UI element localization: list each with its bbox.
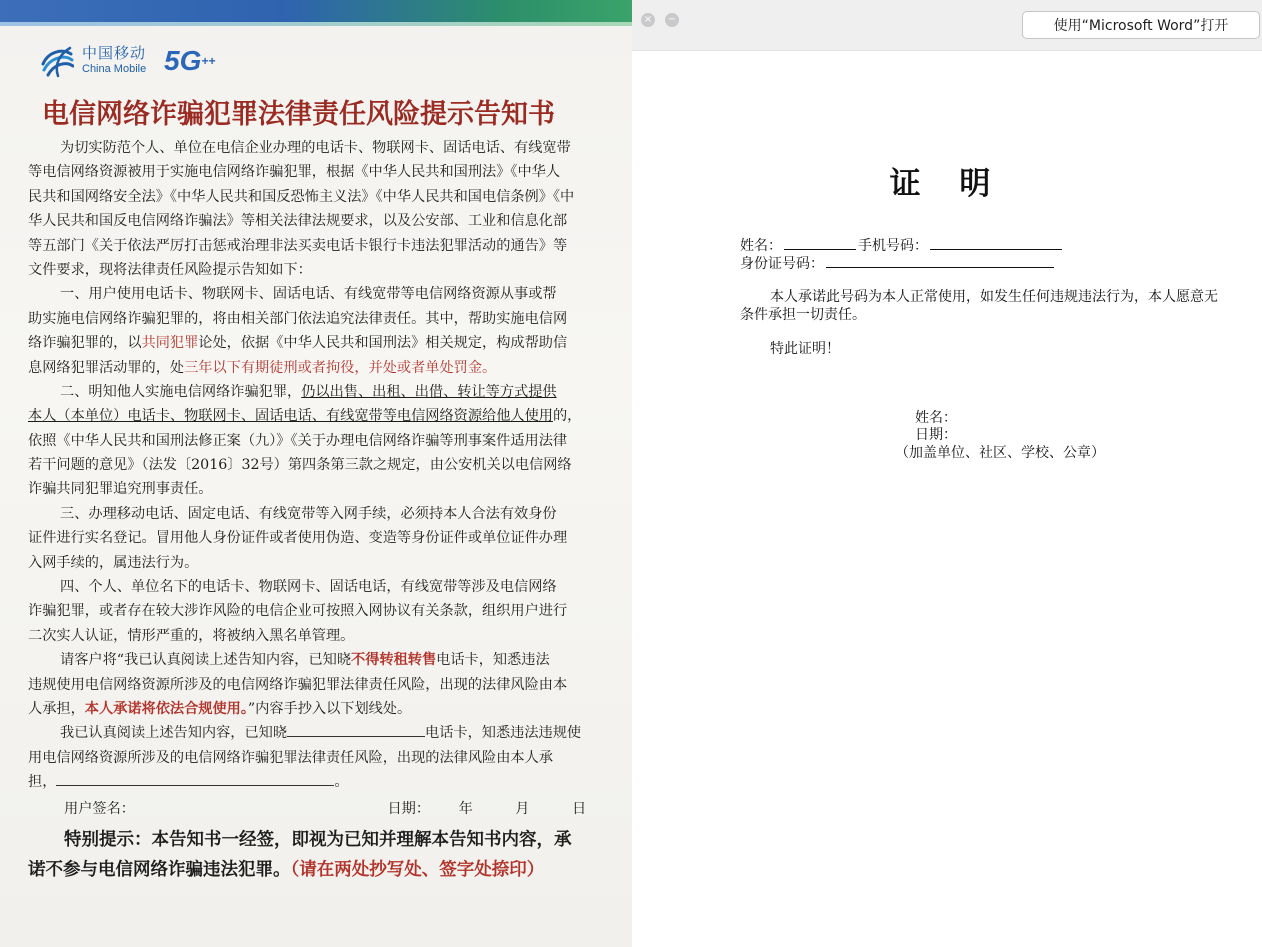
notice-line: 华人民共和国反电信网络诈骗法》等相关法律法规要求，以及公安部、工业和信息化部 bbox=[28, 213, 568, 230]
certificate-title: 证 明 bbox=[889, 166, 1005, 202]
underlined-text: 仍以出售、出租、出借、转让等方式提供 bbox=[301, 383, 557, 400]
open-with-word-button[interactable]: 使用“Microsoft Word”打开 bbox=[1022, 11, 1260, 39]
notice-line: 诈骗犯罪，或者存在较大涉诈风险的电信企业可按照入网协议有关条款，组织用户进行 bbox=[28, 603, 568, 620]
thumbprint-instruction: （请在两处抄写处、签字处捺印） bbox=[290, 859, 545, 880]
notice-line: 诈骗共同犯罪追究刑事责任。 bbox=[28, 481, 213, 498]
notice-line: 一、用户使用电话卡、物联网卡、固话电话、有线宽带等电信网络资源从事或帮 bbox=[60, 286, 557, 303]
notice-line: 为切实防范个人、单位在电信企业办理的电话卡、物联网卡、固话电话、有线宽带 bbox=[60, 140, 571, 156]
notice-body bbox=[28, 136, 632, 885]
sign-name-label: 姓名： bbox=[915, 410, 957, 426]
notice-line: 等电信网络资源被用于实施电信网络诈骗犯罪，根据《中华人民共和国刑法》《中华人 bbox=[28, 164, 561, 181]
notice-line: 我已认真阅读上述告知内容，已知晓 电话卡，知悉违法违规使 bbox=[60, 725, 582, 742]
highlight-text: 共同犯罪 bbox=[141, 335, 199, 352]
notice-line: 证件进行实名登记。冒用他人身份证件或者使用伪造、变造等身份证件或单位证件办理 bbox=[28, 530, 568, 547]
notice-line: 文件要求，现将法律责任风险提示告知如下： bbox=[28, 261, 312, 278]
highlight-text: 本人承诺将依法合规使用。 bbox=[84, 700, 248, 717]
phone-label: 手机号码： bbox=[858, 238, 928, 254]
close-icon[interactable]: × bbox=[641, 13, 655, 27]
year-label: 年 bbox=[458, 800, 473, 817]
day-label: 日 bbox=[572, 800, 587, 817]
fill-in-blank bbox=[287, 724, 425, 737]
phone-blank bbox=[930, 236, 1062, 250]
notice-line: 若干问题的意见》（法发〔2016〕32号）第四条第三款之规定，由公安机关以电信网络 bbox=[28, 457, 572, 474]
viewer-toolbar bbox=[632, 0, 1262, 51]
notice-line: 入网手续的，属违法行为。 bbox=[28, 554, 199, 571]
fill-in-blank bbox=[56, 773, 334, 786]
notice-line: 民共和国网络安全法》《中华人民共和国反恐怖主义法》《中华人民共和国电信条例》《中 bbox=[28, 188, 575, 205]
china-mobile-logo-icon bbox=[40, 44, 74, 78]
notice-line: 等五部门《关于依法严厉打击惩戒治理非法买卖电话卡银行卡违法犯罪活动的通告》等 bbox=[28, 237, 568, 254]
document-viewer bbox=[632, 0, 1262, 947]
notice-line: 请客户将“我已认真阅读上述告知内容，已知晓不得转租转售电话卡，知悉违法 bbox=[60, 652, 550, 669]
notice-line: 人承担，本人承诺将依法合规使用。”内容手抄入以下划线处。 bbox=[28, 700, 412, 717]
notice-line: 助实施电信网络诈骗犯罪的，将由相关部门依法追究法律责任。其中，帮助实施电信网 bbox=[28, 310, 568, 327]
notice-title: 电信网络诈骗犯罪法律责任风险提示告知书 bbox=[42, 99, 555, 130]
notice-line: 三、办理移动电话、固定电话、有线宽带等入网手续，必须持本人合法有效身份 bbox=[60, 505, 557, 522]
notice-line: 络诈骗犯罪的，以共同犯罪论处，依据《中华人民共和国刑法》相关规定，构成帮助信 bbox=[28, 335, 568, 352]
month-label: 月 bbox=[515, 800, 530, 817]
id-row bbox=[740, 254, 1056, 273]
name-label: 姓名： bbox=[740, 238, 782, 254]
brand-name-cn: 中国移动 bbox=[82, 44, 147, 62]
closing-line: 特此证明！ bbox=[770, 341, 840, 357]
special-notice: 特别提示：本告知书一经签，即视为已知并理解本告知书内容，承 bbox=[64, 829, 572, 850]
underlined-text: 本人（本单位）电话卡、物联网卡、固话电话、有线宽带等电信网络资源给他人使用 bbox=[28, 408, 553, 425]
special-notice-cont: 诺不参与电信网络诈骗违法犯罪。（请在两处抄写处、签字处捺印） bbox=[28, 859, 545, 880]
5g-badge: 5G++ bbox=[164, 45, 216, 76]
notice-line: 担， 。 bbox=[28, 774, 349, 791]
notice-line: 用电信网络资源所涉及的电信网络诈骗犯罪法律责任风险，出现的法律风险由本人承 bbox=[28, 749, 553, 766]
minimize-icon[interactable]: − bbox=[665, 13, 679, 27]
id-blank bbox=[826, 254, 1054, 268]
notice-line: 二、明知他人实施电信网络诈骗犯罪，仍以出售、出租、出借、转让等方式提供 bbox=[60, 383, 557, 400]
date-label: 日期： bbox=[387, 800, 431, 817]
notice-line: 本人（本单位）电话卡、物联网卡、固话电话、有线宽带等电信网络资源给他人使用的， bbox=[28, 408, 582, 425]
notice-line: 依照《中华人民共和国刑法修正案（九）》《关于办理电信网络诈骗等刑事案件适用法律 bbox=[28, 432, 568, 449]
header-color-band bbox=[0, 0, 632, 22]
certificate-page bbox=[632, 50, 1262, 947]
highlight-text: 不得转租转售 bbox=[351, 652, 437, 669]
signature-row bbox=[28, 795, 632, 823]
notice-line: 四、个人、单位名下的电话卡、物联网卡、固话电话，有线宽带等涉及电信网络 bbox=[60, 579, 557, 596]
name-phone-row bbox=[740, 236, 1064, 255]
id-label: 身份证号码： bbox=[740, 256, 824, 272]
brand-name-en: China Mobile bbox=[82, 63, 147, 75]
sign-date-label: 日期： bbox=[915, 427, 957, 443]
signature-label: 用户签名： bbox=[64, 800, 135, 817]
signature-date bbox=[387, 795, 586, 823]
notice-line: 息网络犯罪活动罪的，处三年以下有期徒刑或者拘役，并处或者单处罚金。 bbox=[28, 359, 497, 376]
notice-line: 违规使用电信网络资源所涉及的电信网络诈骗犯罪法律责任风险，出现的法律风险由本 bbox=[28, 676, 568, 693]
seal-note: （加盖单位、社区、学校、公章） bbox=[895, 445, 1105, 461]
highlight-text: 三年以下有期徒刑或者拘役，并处或者单处罚金。 bbox=[184, 359, 497, 376]
name-blank bbox=[784, 236, 856, 250]
pledge-paragraph: 本人承诺此号码为本人正常使用，如发生任何违规违法行为，本人愿意无 条件承担一切责任。 bbox=[740, 289, 1218, 323]
notice-line: 二次实人认证，情形严重的，将被纳入黑名单管理。 bbox=[28, 627, 355, 644]
